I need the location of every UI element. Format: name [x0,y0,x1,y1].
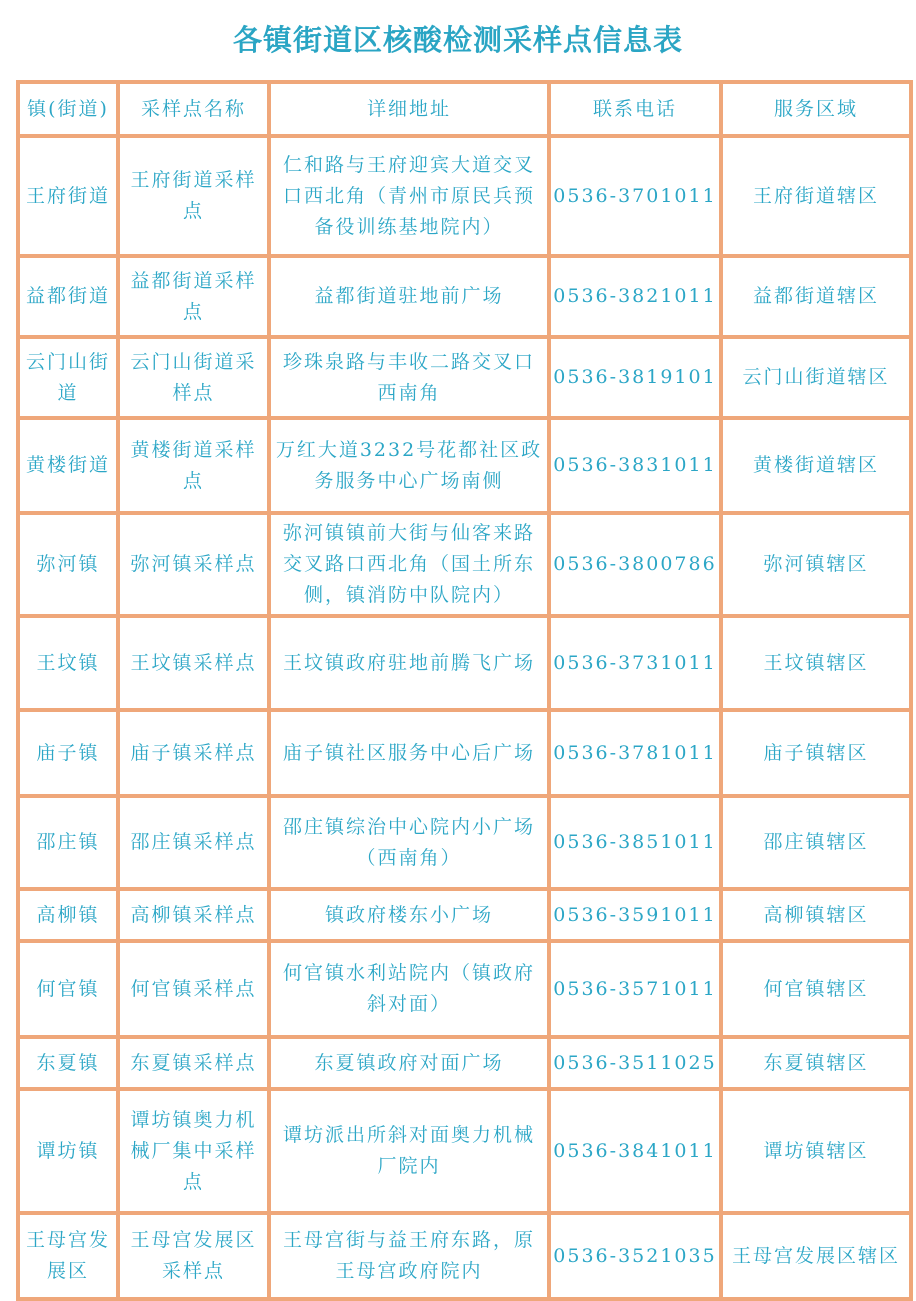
address-cell: 镇政府楼东小广场 [271,891,547,939]
phone-cell: 0536-3521035 [551,1215,719,1297]
site-cell: 高柳镇采样点 [120,891,267,939]
address-cell: 何官镇水利站院内（镇政府斜对面） [271,943,547,1035]
phone-cell: 0536-3571011 [551,943,719,1035]
site-cell: 益都街道采样点 [120,258,267,335]
site-cell: 王府街道采样点 [120,138,267,254]
phone-cell: 0536-3841011 [551,1091,719,1211]
table-row [20,1039,909,1087]
phone-cell: 0536-3591011 [551,891,719,939]
area-cell: 弥河镇辖区 [723,515,909,614]
town-cell: 王坟镇 [20,618,116,708]
phone-cell: 0536-3511025 [551,1039,719,1087]
address-cell: 邵庄镇综治中心院内小广场（西南角） [271,798,547,887]
town-cell: 黄楼街道 [20,420,116,511]
address-cell: 谭坊派出所斜对面奥力机械厂院内 [271,1091,547,1211]
table-row [20,258,909,335]
area-cell: 云门山街道辖区 [723,339,909,416]
address-cell: 珍珠泉路与丰收二路交叉口西南角 [271,339,547,416]
header-cell: 联系电话 [551,84,719,134]
table-row [20,515,909,614]
town-cell: 益都街道 [20,258,116,335]
address-cell: 万红大道3232号花都社区政务服务中心广场南侧 [271,420,547,511]
area-cell: 何官镇辖区 [723,943,909,1035]
address-cell: 弥河镇镇前大街与仙客来路交叉路口西北角（国土所东侧，镇消防中队院内） [271,515,547,614]
town-cell: 东夏镇 [20,1039,116,1087]
phone-cell: 0536-3731011 [551,618,719,708]
header-cell: 详细地址 [271,84,547,134]
town-cell: 邵庄镇 [20,798,116,887]
table-row [20,943,909,1035]
info-table [16,80,913,1301]
site-cell: 云门山街道采样点 [120,339,267,416]
address-cell: 庙子镇社区服务中心后广场 [271,712,547,794]
town-cell: 王母宫发展区 [20,1215,116,1297]
table-row [20,1215,909,1297]
phone-cell: 0536-3831011 [551,420,719,511]
table-row [20,618,909,708]
address-cell: 益都街道驻地前广场 [271,258,547,335]
table-row [20,891,909,939]
table-row [20,798,909,887]
town-cell: 弥河镇 [20,515,116,614]
site-cell: 邵庄镇采样点 [120,798,267,887]
site-cell: 王母宫发展区采样点 [120,1215,267,1297]
site-cell: 庙子镇采样点 [120,712,267,794]
page-title: 各镇街道区核酸检测采样点信息表 [232,23,683,57]
address-cell: 仁和路与王府迎宾大道交叉口西北角（青州市原民兵预备役训练基地院内） [271,138,547,254]
site-cell: 王坟镇采样点 [120,618,267,708]
table-row [20,1091,909,1211]
area-cell: 东夏镇辖区 [723,1039,909,1087]
phone-cell: 0536-3781011 [551,712,719,794]
address-cell: 王坟镇政府驻地前腾飞广场 [271,618,547,708]
header-row [20,84,909,134]
area-cell: 庙子镇辖区 [723,712,909,794]
town-cell: 云门山街道 [20,339,116,416]
table-row [20,420,909,511]
table-row [20,339,909,416]
phone-cell: 0536-3701011 [551,138,719,254]
table-row [20,138,909,254]
header-cell: 采样点名称 [120,84,267,134]
town-cell: 高柳镇 [20,891,116,939]
area-cell: 谭坊镇辖区 [723,1091,909,1211]
town-cell: 何官镇 [20,943,116,1035]
site-cell: 黄楼街道采样点 [120,420,267,511]
table-row [20,712,909,794]
site-cell: 何官镇采样点 [120,943,267,1035]
area-cell: 益都街道辖区 [723,258,909,335]
phone-cell: 0536-3800786 [551,515,719,614]
phone-cell: 0536-3851011 [551,798,719,887]
address-cell: 王母宫街与益王府东路，原王母宫政府院内 [271,1215,547,1297]
site-cell: 弥河镇采样点 [120,515,267,614]
site-cell: 谭坊镇奥力机械厂集中采样点 [120,1091,267,1211]
header-cell: 服务区域 [723,84,909,134]
area-cell: 高柳镇辖区 [723,891,909,939]
town-cell: 庙子镇 [20,712,116,794]
town-cell: 王府街道 [20,138,116,254]
area-cell: 王坟镇辖区 [723,618,909,708]
phone-cell: 0536-3821011 [551,258,719,335]
town-cell: 谭坊镇 [20,1091,116,1211]
area-cell: 邵庄镇辖区 [723,798,909,887]
area-cell: 王母宫发展区辖区 [723,1215,909,1297]
address-cell: 东夏镇政府对面广场 [271,1039,547,1087]
header-cell: 镇(街道) [20,84,116,134]
phone-cell: 0536-3819101 [551,339,719,416]
site-cell: 东夏镇采样点 [120,1039,267,1087]
area-cell: 黄楼街道辖区 [723,420,909,511]
area-cell: 王府街道辖区 [723,138,909,254]
